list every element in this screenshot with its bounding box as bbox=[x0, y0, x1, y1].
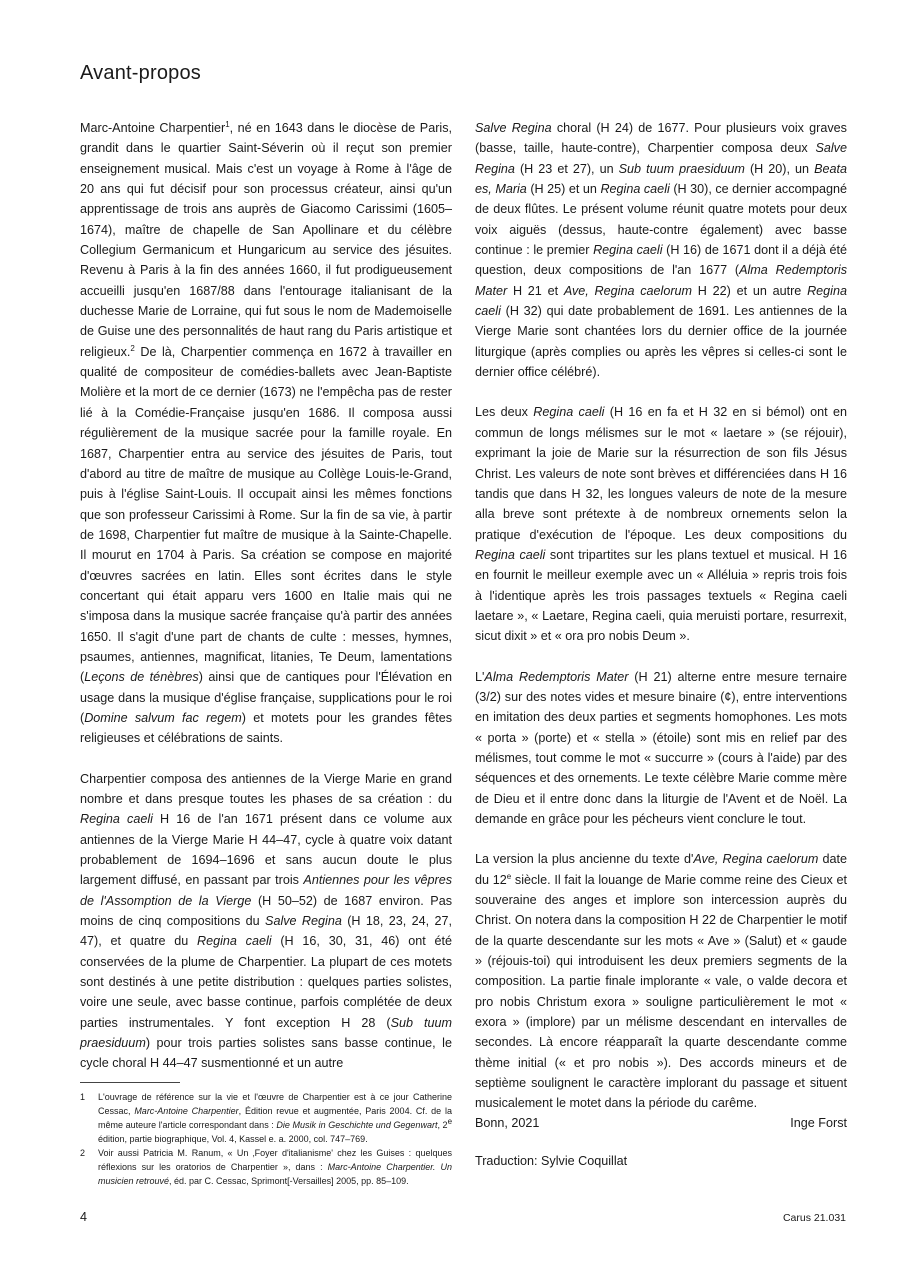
footnote-divider bbox=[80, 1082, 180, 1083]
footnote-ref-1[interactable]: 1 bbox=[225, 119, 230, 129]
right-column bbox=[475, 118, 847, 1114]
footnote-1: 1 L'ouvrage de référence sur la vie et l'œuvre de Charpentier est à ce jour Catherine Cessac, Marc-Antoine Charpentier, Édition revue et augmentée, Paris 2004. Cf. de la même auteure l'article correspondant dans : Die Musik in Geschichte und Gegenwart, 2e édition, partie biographique, Vol. 4, Kassel e. a. 2000, col. 747–769. bbox=[80, 1092, 453, 1144]
footnote-ref-2[interactable]: 2 bbox=[130, 343, 135, 353]
paragraph-alma-redemptoris: L'Alma Redemptoris Mater (H 21) alterne entre mesure ternaire (3/2) sur des notes vides et mesure binaire (¢), entre interventions en imitation des deux parties et segments homophones. Les mots « porta » (porte) et « stella » (étoile) sont mis en relief par des mélismes, tout comme le mot « succurre » (cours à l'aide) par des séquences et des ornements. Le texte célèbre Marie comme mère de Dieu et il entre donc dans la liturgie de l'Avent et de Noël. La demande en grâce pour les pécheurs vient conclure le tout. bbox=[475, 669, 848, 826]
paragraph-biography: Marc-Antoine Charpentier$^1$, né en 1643 dans le diocèse de Paris, grandit dans le quartier Saint-Séverin où il reçut son premier enseignement musical. Mais c'est un voyage à Rome à l'âge de 20 ans qui fut décisif pour son processus créateur, ainsi qu'un apprentissage de trois ans auprès de Giacomo Carissimi (1605–1674), maître de chapelle de San Apollinare et du célèbre Collegium Germanicum et Hungaricum au service des jésuites. Revenu à Paris à la fin des années 1660, il fut prodigueusement accueilli jusqu'en 1687/88 dans l'entourage italianisant de la duchesse Marie de Lorraine, qui fut sous le nom de Mademoiselle de Guise une des personnalités de haut rang du Paris artistique et religieux.$^2$ De là, Charpentier commença en 1672 à travailler en qualité de compositeur de comédies-ballets avec Jean-Baptiste Molière et la mort de ce dernier (1673) ne l'empêcha pas de rester lié à la Comédie-Française jusqu'en 1686. Il composa aussi régulièrement de la musique sacrée pour la famille royale. En 1687, Charpentier entra au service des jésuites de Paris, tout d'abord au titre de maître de musique au Collège Louis-le-Grand, puis à l'église Saint-Louis. Il occupait ainsi les mêmes fonctions que son professeur Carissimi à Rome. Sur la fin de sa vie, à partir de 1698, Charpentier fut maître de musique à la Sainte-Chapelle. Il mourut en 1704 à Paris. Sa création se compose en majorité d'œuvres sacrées en latin. Elles sont écrites dans le style concertant qui était apparu vers 1600 en Italie mais qui ne s'imposa dans la musique sacrée française qu'à partir des années 1650. Il s'agit d'une part de chants de culte : messes, hymnes, psaumes, antiennes, magnificat, litanies, Te Deum, lamentations (Leçons de ténèbres) ainsi que de cantiques pour l'Élévation en usage dans la musique d'église française, supplications pour le roi (Domine salvum fac regem) et motets pour les grandes fêtes religieuses et célébrations de saints. bbox=[80, 119, 453, 746]
page-number: 4 bbox=[80, 1210, 88, 1224]
paragraph-antiphons: Charpentier composa des antiennes de la Vierge Marie en grand nombre et dans presque toutes les phases de sa création : du Regina caeli H 16 de l'an 1671 présent dans ce volume aux antiennes de la Vierge Marie H 44–47, cycle à quatre voix datant probablement de 1694–1696 et sans aucun doute le plus largement diffusé, en passant par trois Antiennes pour les vêpres de l'Assomption de la Vierge (H 50–52) de 1687 environ. Pas moins de cinq compositions du Salve Regina (H 18, 23, 24, 27, 47), et quatre du Regina caeli (H 16, 30, 31, 46) ont été conservées de la plume de Charpentier. La plupart de ces motets sont destinés à une petite distribution : quelques parties solistes, voire une seule, avec basse continue, parfois complétée de deux parties instrumentales. Y font exception H 28 (Sub tuum praesiduum) pour trois parties solistes sans basse continue, le cycle choral H 44–47 susmentionné et un autre bbox=[80, 771, 453, 1071]
author-name: Inge Forst bbox=[790, 1116, 847, 1130]
paragraph-regina-caeli: Les deux Regina caeli (H 16 en fa et H 32 en si bémol) ont en commun de longs mélismes sur le mot « laetare » (se réjouir), exprimant la joie de Marie sur la résurrection de son fils Jésus Christ. Les valeurs de note sont brèves et différenciées dans H 16 tandis que dans H 32, les longues valeurs de note de la mesure alla breve sont prétexte à de nombreux ornements selon la pratique d'exécution de l'époque. Les deux compositions du Regina caeli sont tripartites sur les plans textuel et musical. H 16 en fournit le meilleur exemple avec un « Alléluia » repris trois fois à l'identique après les trois passages textuels « Regina caeli laetare », « Laetare, Regina caeli, quia meruisti portare, resurrexit, sicut dixit » et « ora pro nobis Deum ». bbox=[475, 405, 848, 644]
footnote-2: 2 Voir aussi Patricia M. Ranum, « Un ‚Foyer d'italianisme' chez les Guises : quelques réflexions sur les oratorios de Charpentier », dans : Marc-Antoine Charpentier. Un musicien retrouvé, éd. par C. Cessac, Sprimont[-Versailles] 2005, pp. 85–109. bbox=[80, 1148, 452, 1186]
signature-row bbox=[475, 1116, 847, 1130]
paragraph-ave-regina: La version la plus ancienne du texte d'Ave, Regina caelorum date du 12e siècle. Il fait la louange de Marie comme reine des Cieux et souveraine des anges et implore son intercession auprès du Christ. On notera dans la composition H 22 de Charpentier le motif de la quarte descendante sur les mots « Ave » (Salut) et « gaude » (réjouis-toi) qui introduisent les deux premiers segments de la composition. La partie finale implorante « vale, o valde decora et pro nobis Christum exora » souligne particulièrement le mot « exora » (implore) par un mélisme descendant en intervalles de secondes. Là encore réapparaît la quarte descendante comme thème initial (« et pro nobis »). Des accords mineurs et de septième soulignent le caractère implorant du passage et situent musicalement le motet dans la période du carême. bbox=[475, 852, 847, 1111]
page-title: Avant-propos bbox=[80, 62, 201, 84]
translation-credit: Traduction: Sylvie Coquillat bbox=[475, 1154, 628, 1168]
footnotes bbox=[80, 1090, 452, 1188]
left-column bbox=[80, 118, 452, 1074]
place-date: Bonn, 2021 bbox=[475, 1116, 540, 1130]
catalog-number: Carus 21.031 bbox=[782, 1212, 846, 1224]
paragraph-salve-regina: Salve Regina choral (H 24) de 1677. Pour plusieurs voix graves (basse, taille, haute-contre), Charpentier composa deux Salve Regina (H 23 et 27), un Sub tuum praesiduum (H 20), un Beata es, Maria (H 25) et un Regina caeli (H 30), ce dernier accompagné de deux flûtes. Le présent volume réunit quatre motets pour deux voix aiguës (dessus, haute-contre également) avec basse continue : le premier Regina caeli (H 16) de 1671 dont il a déjà été question, deux compositions de l'an 1677 (Alma Redemptoris Mater H 21 et Ave, Regina caelorum H 22) et un autre Regina caeli (H 32) qui date probablement de 1691. Les antiennes de la Vierge Marie sont chantées lors du dernier office de la journée liturgique (après complies ou après les vêpres si celles-ci sont le dernier office célébré). bbox=[475, 121, 848, 380]
